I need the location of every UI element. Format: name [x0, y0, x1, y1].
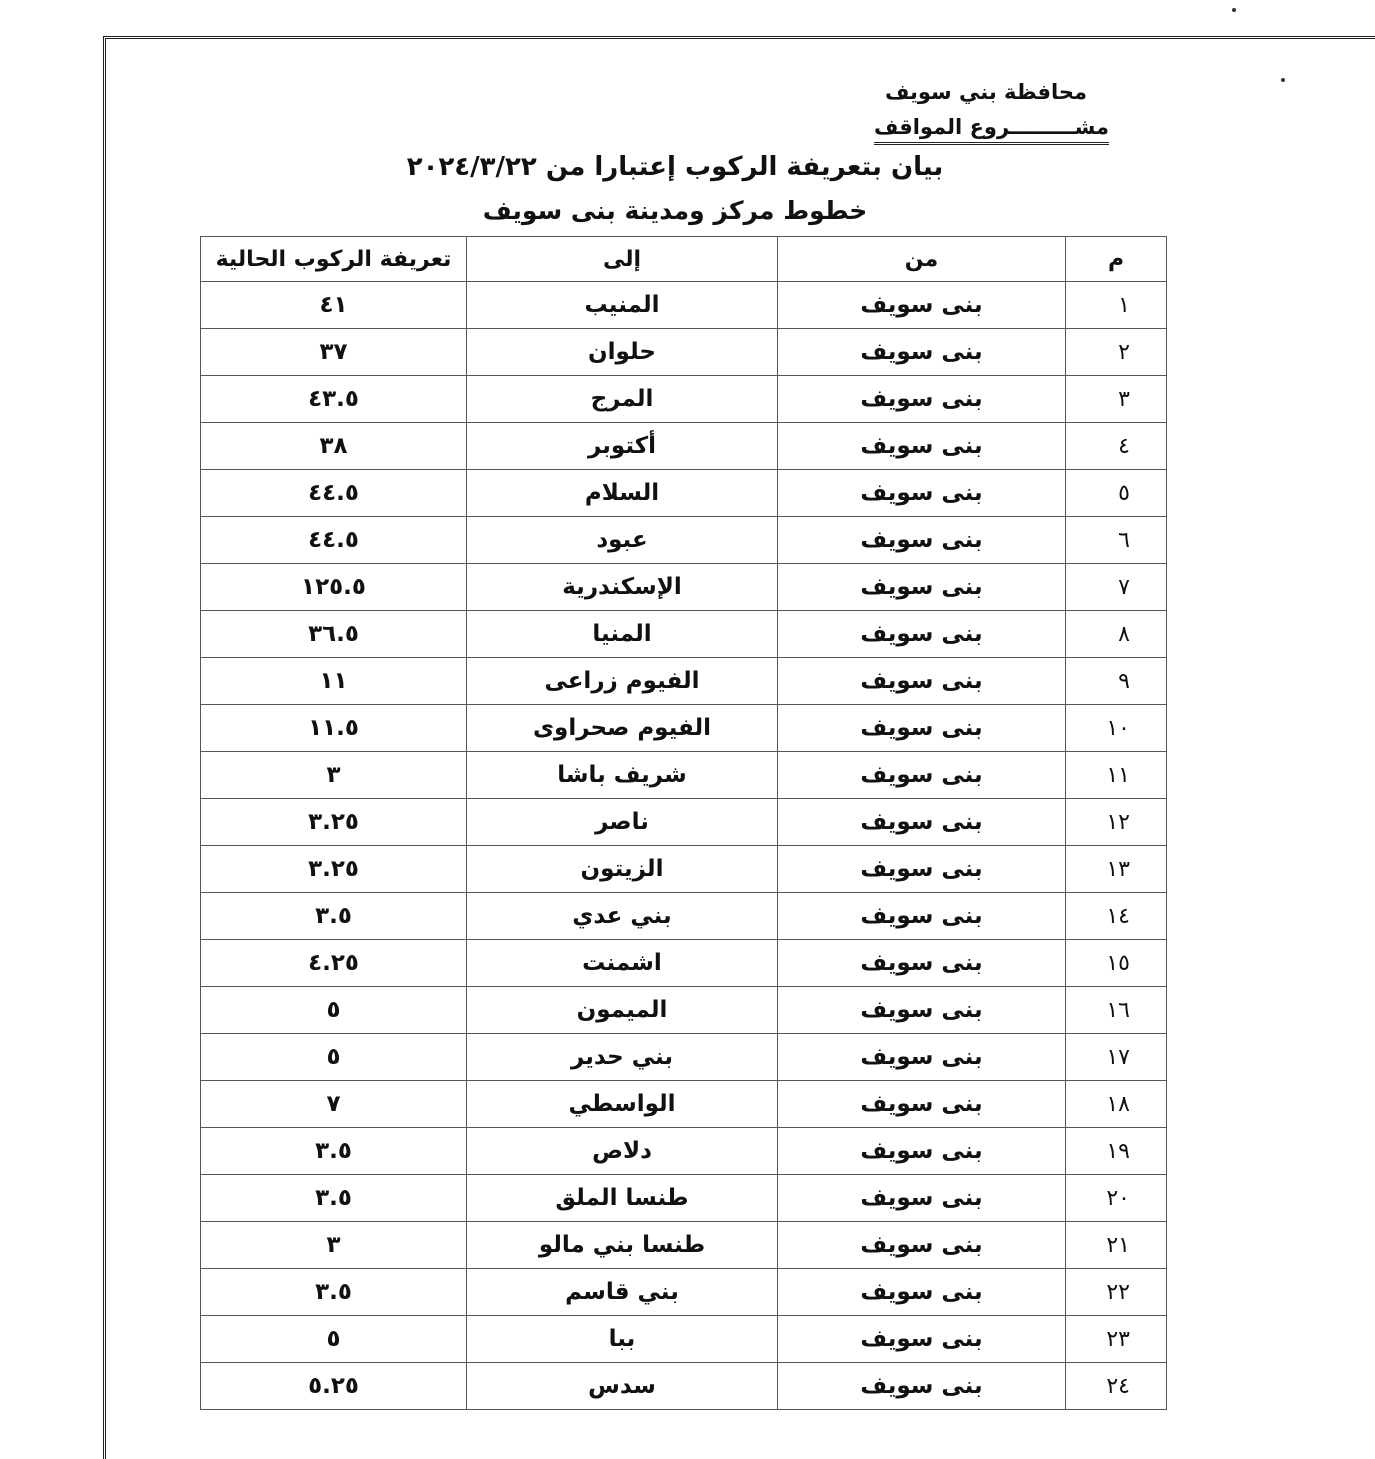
table-row	[201, 705, 1167, 752]
to-cell: بني عدي	[467, 893, 778, 940]
to-cell: دلاص	[467, 1128, 778, 1175]
fare-cell: ٣.٢٥	[201, 799, 467, 846]
from-cell: بنى سويف	[778, 940, 1066, 987]
row-number: ٥	[1066, 470, 1167, 517]
from-cell: بنى سويف	[778, 846, 1066, 893]
row-number: ٣	[1066, 376, 1167, 423]
fare-cell: ٣٦.٥	[201, 611, 467, 658]
fare-cell: ٥	[201, 987, 467, 1034]
table-row	[201, 658, 1167, 705]
row-number: ٢٠	[1066, 1175, 1167, 1222]
table-row	[201, 1128, 1167, 1175]
fare-cell: ٥	[201, 1316, 467, 1363]
table-row	[201, 1175, 1167, 1222]
fare-cell: ٣.٥	[201, 1128, 467, 1175]
document-title: بيان بتعريفة الركوب إعتبارا من ٢٠٢٤/٣/٢٢	[406, 152, 944, 182]
fare-cell: ٣.٢٥	[201, 846, 467, 893]
fare-cell: ٣.٥	[201, 1269, 467, 1316]
row-number: ٦	[1066, 517, 1167, 564]
from-cell: بنى سويف	[778, 282, 1066, 329]
fare-cell: ٧	[201, 1081, 467, 1128]
to-cell: طنسا الملق	[467, 1175, 778, 1222]
table-row	[201, 329, 1167, 376]
from-cell: بنى سويف	[778, 517, 1066, 564]
to-cell: الميمون	[467, 987, 778, 1034]
to-cell: حلوان	[467, 329, 778, 376]
to-cell: الفيوم زراعى	[467, 658, 778, 705]
scan-speck	[1281, 78, 1285, 82]
from-cell: بنى سويف	[778, 1034, 1066, 1081]
fare-cell: ٣.٥	[201, 1175, 467, 1222]
row-number: ٢٤	[1066, 1363, 1167, 1410]
table-row	[201, 282, 1167, 329]
table-row	[201, 1081, 1167, 1128]
row-number: ١٤	[1066, 893, 1167, 940]
row-number: ١٨	[1066, 1081, 1167, 1128]
row-number: ٨	[1066, 611, 1167, 658]
governorate-label: محافظة بني سويف	[884, 80, 1087, 104]
to-cell: الفيوم صحراوى	[467, 705, 778, 752]
to-cell: أكتوبر	[467, 423, 778, 470]
from-cell: بنى سويف	[778, 1081, 1066, 1128]
table-body	[201, 282, 1167, 1410]
row-number: ١٣	[1066, 846, 1167, 893]
fare-cell: ٣٧	[201, 329, 467, 376]
row-number: ٤	[1066, 423, 1167, 470]
fare-cell: ٤٣.٥	[201, 376, 467, 423]
table-header-row	[201, 237, 1167, 282]
table-row	[201, 987, 1167, 1034]
fare-cell: ٣	[201, 1222, 467, 1269]
row-number: ٢١	[1066, 1222, 1167, 1269]
from-cell: بنى سويف	[778, 611, 1066, 658]
row-number: ١٩	[1066, 1128, 1167, 1175]
table-row	[201, 893, 1167, 940]
fare-cell: ١١	[201, 658, 467, 705]
row-number: ١	[1066, 282, 1167, 329]
table-row	[201, 1316, 1167, 1363]
from-cell: بنى سويف	[778, 1222, 1066, 1269]
row-number: ٧	[1066, 564, 1167, 611]
from-cell: بنى سويف	[778, 1128, 1066, 1175]
table-row	[201, 752, 1167, 799]
scan-speck	[1232, 8, 1236, 12]
from-cell: بنى سويف	[778, 1269, 1066, 1316]
from-cell: بنى سويف	[778, 658, 1066, 705]
row-number: ١٧	[1066, 1034, 1167, 1081]
row-number: ١٥	[1066, 940, 1167, 987]
from-cell: بنى سويف	[778, 329, 1066, 376]
project-label: مشـــــــــروع المواقف	[874, 115, 1109, 145]
to-cell: الإسكندرية	[467, 564, 778, 611]
table-row	[201, 470, 1167, 517]
fare-cell: ٤٤.٥	[201, 517, 467, 564]
table-row	[201, 423, 1167, 470]
to-cell: الواسطي	[467, 1081, 778, 1128]
table-row	[201, 1034, 1167, 1081]
to-cell: طنسا بني مالو	[467, 1222, 778, 1269]
table-row	[201, 376, 1167, 423]
to-cell: المنيب	[467, 282, 778, 329]
from-cell: بنى سويف	[778, 470, 1066, 517]
fare-cell: ٥.٢٥	[201, 1363, 467, 1410]
from-cell: بنى سويف	[778, 987, 1066, 1034]
fare-cell: ١١.٥	[201, 705, 467, 752]
to-cell: الزيتون	[467, 846, 778, 893]
row-number: ٩	[1066, 658, 1167, 705]
fare-table	[200, 236, 1167, 1410]
from-cell: بنى سويف	[778, 705, 1066, 752]
column-header-to: إلى	[467, 237, 778, 282]
fare-cell: ٤١	[201, 282, 467, 329]
row-number: ٢٢	[1066, 1269, 1167, 1316]
to-cell: ببا	[467, 1316, 778, 1363]
column-header-from: من	[778, 237, 1066, 282]
to-cell: بني حدير	[467, 1034, 778, 1081]
to-cell: بني قاسم	[467, 1269, 778, 1316]
row-number: ١٦	[1066, 987, 1167, 1034]
table-row	[201, 1269, 1167, 1316]
to-cell: المرج	[467, 376, 778, 423]
to-cell: شريف باشا	[467, 752, 778, 799]
row-number: ٢	[1066, 329, 1167, 376]
table-row	[201, 799, 1167, 846]
from-cell: بنى سويف	[778, 1363, 1066, 1410]
fare-cell: ١٢٥.٥	[201, 564, 467, 611]
table-row	[201, 517, 1167, 564]
row-number: ٢٣	[1066, 1316, 1167, 1363]
to-cell: سدس	[467, 1363, 778, 1410]
fare-cell: ٣.٥	[201, 893, 467, 940]
table-row	[201, 564, 1167, 611]
column-header-number: م	[1066, 237, 1167, 282]
to-cell: السلام	[467, 470, 778, 517]
fare-cell: ٣٨	[201, 423, 467, 470]
to-cell: عبود	[467, 517, 778, 564]
column-header-fare: تعريفة الركوب الحالية	[201, 237, 467, 282]
from-cell: بنى سويف	[778, 752, 1066, 799]
fare-cell: ٤.٢٥	[201, 940, 467, 987]
table-row	[201, 1222, 1167, 1269]
fare-cell: ٥	[201, 1034, 467, 1081]
table-row	[201, 1363, 1167, 1410]
row-number: ١٢	[1066, 799, 1167, 846]
row-number: ١٠	[1066, 705, 1167, 752]
table-row	[201, 846, 1167, 893]
from-cell: بنى سويف	[778, 376, 1066, 423]
to-cell: اشمنت	[467, 940, 778, 987]
fare-cell: ٤٤.٥	[201, 470, 467, 517]
from-cell: بنى سويف	[778, 1175, 1066, 1222]
table-row	[201, 940, 1167, 987]
from-cell: بنى سويف	[778, 564, 1066, 611]
from-cell: بنى سويف	[778, 893, 1066, 940]
from-cell: بنى سويف	[778, 799, 1066, 846]
from-cell: بنى سويف	[778, 1316, 1066, 1363]
fare-cell: ٣	[201, 752, 467, 799]
table-row	[201, 611, 1167, 658]
to-cell: ناصر	[467, 799, 778, 846]
document-subtitle: خطوط مركز ومدينة بنى سويف	[482, 196, 868, 225]
row-number: ١١	[1066, 752, 1167, 799]
from-cell: بنى سويف	[778, 423, 1066, 470]
to-cell: المنيا	[467, 611, 778, 658]
